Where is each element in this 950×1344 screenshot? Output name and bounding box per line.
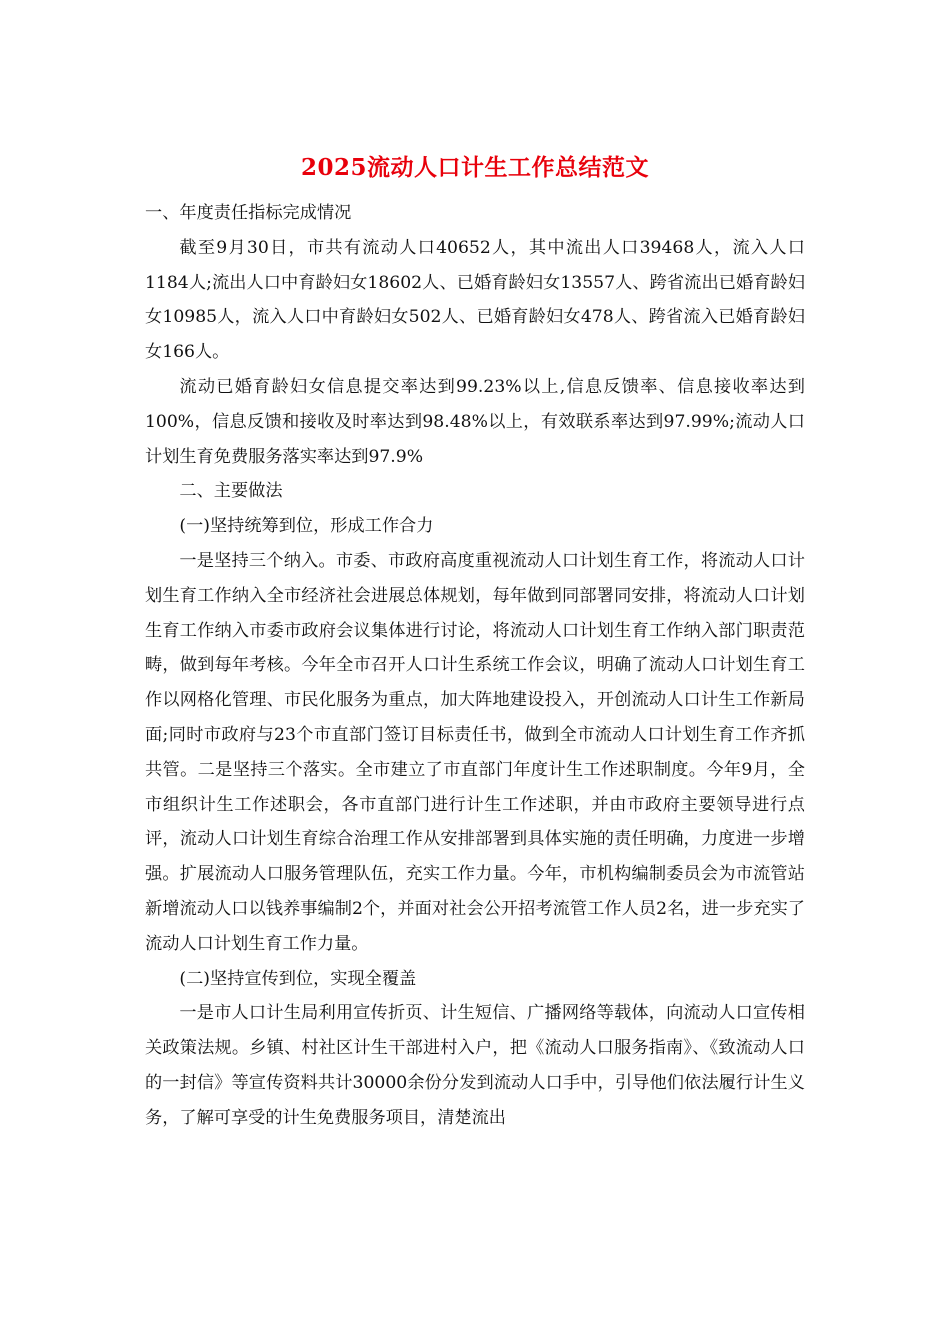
document-body (145, 196, 805, 1136)
subsection-heading-1: (一)坚持统筹到位，形成工作合力 (179, 516, 434, 537)
section-heading-2: 二、主要做法 (179, 481, 283, 502)
section-heading-1: 一、年度责任指标完成情况 (145, 203, 352, 223)
paragraph-coordination: 一是坚持三个纳入。市委、市政府高度重视流动人口计划生育工作，将流动人口计划生育工作纳入全市经济社会进展总体规划，每年做到同部署同安排，将流动人口计划生育工作纳入市委市政府会议集体进行讨论，将流动人口计划生育工作纳入部门职责范畴，做到每年考核。今年全市召开人口计生系统工作会议，明确了流动人口计划生育工作以网格化管理、市民化服务为重点，加大阵地建设投入，开创流动人口计生工作新局面;同时市政府与23个市直部门签订目标责任书，做到全市流动人口计划生育工作齐抓共管。二是坚持三个落实。全市建立了市直部门年度计生工作述职制度。今年9月，全市组织计生工作述职会，各市直部门进行计生工作述职，并由市政府主要领导进行点评，流动人口计划生育综合治理工作从安排部署到具体实施的责任明确，力度进一步增强。扩展流动人口服务管理队伍，充实工作力量。今年，市机构编制委员会为市流管站新增流动人口以钱养事编制2个，并面对社会公开招考流管工作人员2名，进一步充实了流动人口计划生育工作力量。 (145, 550, 805, 954)
subsection-heading-2: (二)坚持宣传到位，实现全覆盖 (179, 968, 417, 989)
document-title: 2025流动人口计生工作总结范文 (300, 154, 649, 181)
paragraph-publicity: 一是市人口计生局利用宣传折页、计生短信、广播网络等载体，向流动人口宣传相关政策法规。乡镇、村社区计生干部进村入户，把《流动人口服务指南》、《致流动人口的一封信》等宣传资料共计30000余份分发到流动人口手中，引导他们依法履行计生义务，了解可享受的计生免费服务项目，清楚流出 (145, 1003, 805, 1128)
paragraph-rates: 流动已婚育龄妇女信息提交率达到99.23%以上,信息反馈率、信息接收率达到100%，信息反馈和接收及时率达到98.48%以上，有效联系率达到97.99%;流动人口计划生育免费服务落实率达到97.9% (145, 376, 805, 467)
paragraph-statistics: 截至9月30日，市共有流动人口40652人，其中流出人口39468人，流入人口1184人;流出人口中育龄妇女18602人、已婚育龄妇女13557人、跨省流出已婚育龄妇女10985人，流入人口中育龄妇女502人、已婚育龄妇女478人、跨省流入已婚育龄妇女166人。 (145, 237, 805, 363)
